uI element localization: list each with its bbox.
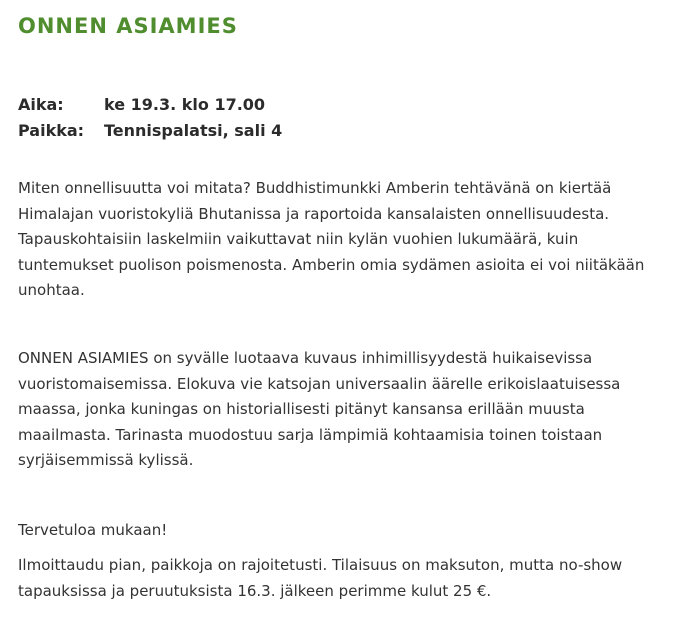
- event-title: ONNEN ASIAMIES: [18, 14, 238, 38]
- place-label: Paikka:: [18, 121, 85, 140]
- welcome-text: Tervetuloa mukaan!: [18, 521, 168, 539]
- time-value: ke 19.3. klo 17.00: [104, 95, 266, 114]
- registration-info: Ilmoittaudu pian, paikkoja on rajoitetusti. Tilaisuus on maksuton, mutta no-show tapauksissa ja peruutuksista 16.3. jälkeen perimme kulut 25 €.: [18, 556, 623, 600]
- detail-row-place: [18, 118, 282, 144]
- description-paragraph: Miten onnellisuutta voi mitata? Buddhistimunkki Amberin tehtävänä on kiertää Himalajan vuoristokyliä Bhutanissa ja raportoida kansalaisten onnellisuudesta. Tapauskohtaisiin laskelmiin vaikuttavat niin kylän vuohien lukumäärä, kuin tuntemukset puolison poismenosta. Amberin omia sydämen asioita ei voi niitäkään unohtaa.: [18, 179, 645, 299]
- detail-row-time: [18, 92, 282, 118]
- time-label: Aika:: [18, 95, 64, 114]
- event-details: [18, 92, 282, 144]
- film-description-paragraph: ONNEN ASIAMIES on syvälle luotaava kuvaus inhimillisyydestä huikaisevissa vuoristomaisemissa. Elokuva vie katsojan universaalin äärelle erikoislaatuisessa maassa, jonka kuningas on historiallisesti pitänyt kansansa erillään muusta maailmasta. Tarinasta muodostuu sarja lämpimiä kohtaamisia toinen toistaan syrjäisemmissä kylissä.: [18, 349, 621, 469]
- place-value: Tennispalatsi, sali 4: [104, 121, 283, 140]
